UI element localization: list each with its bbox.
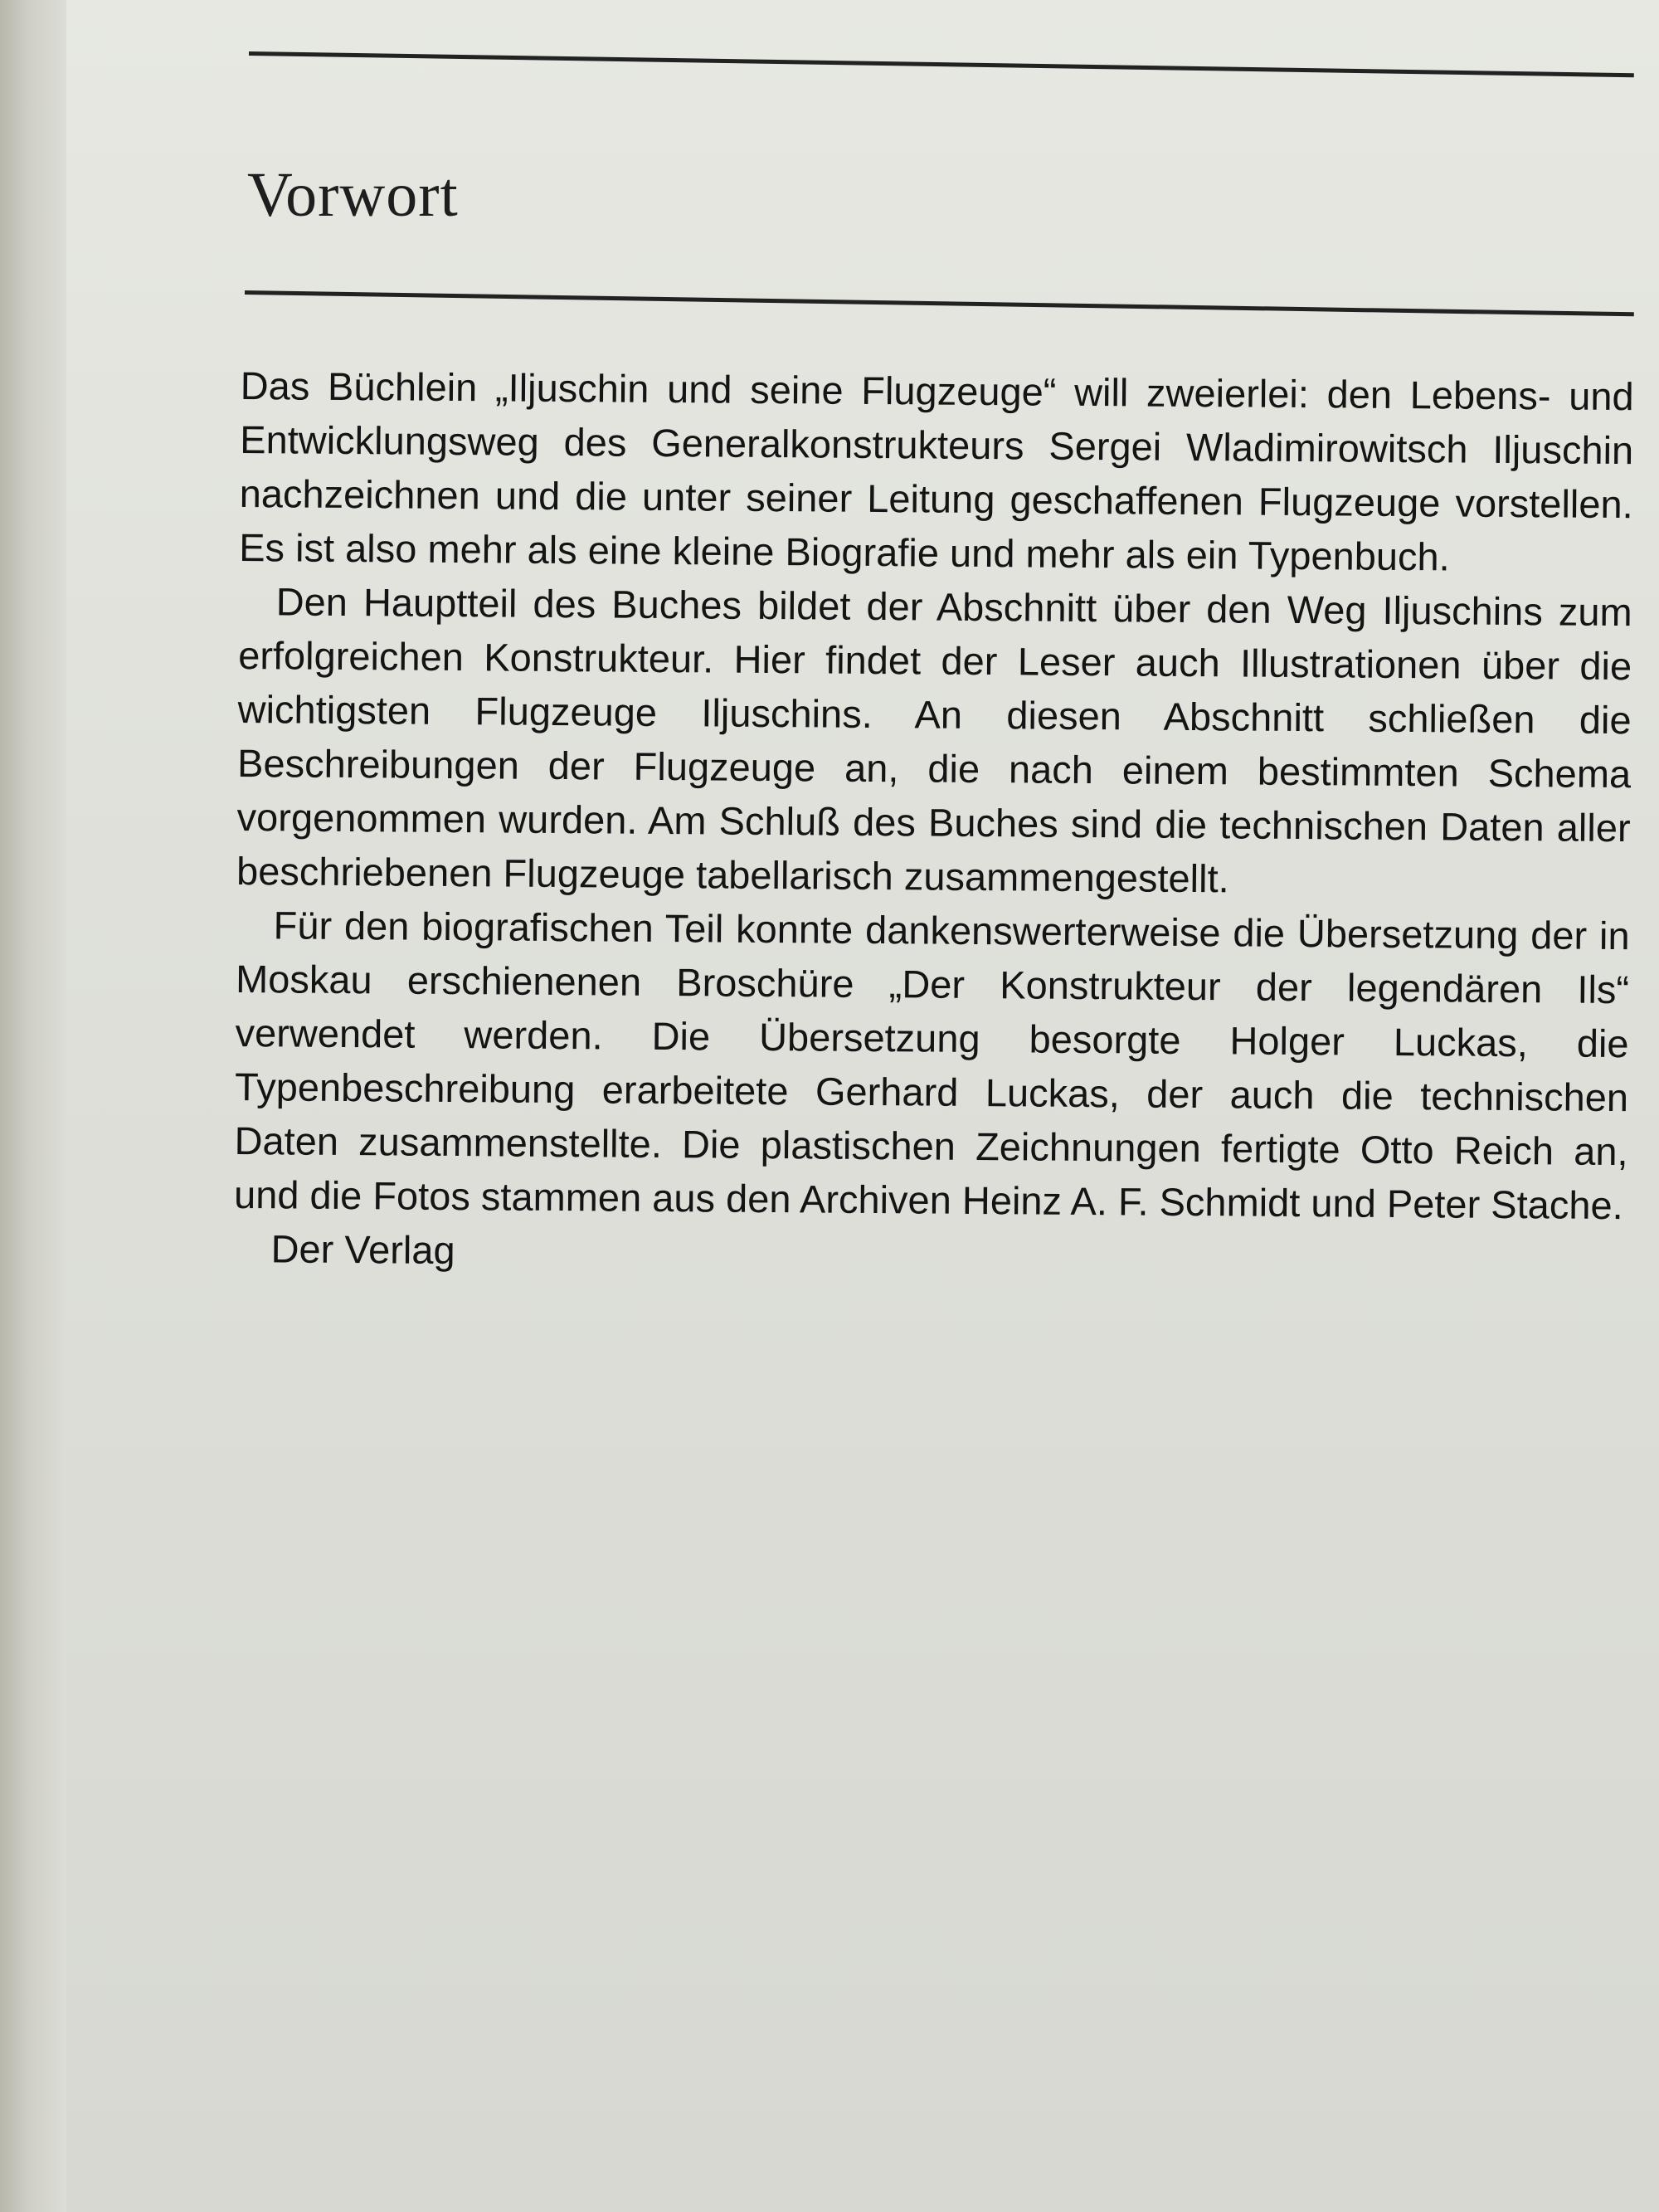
paragraph-1: Das Büchlein „Iljuschin und seine Flugzeuge“ will zweierlei: den Lebens- und Entwicklungsweg des Generalkonstrukteurs Sergei Wladimirowitsch Iljuschin nachzeichnen und die unter seiner Leitung geschaffenen Flugzeuge vorstellen. Es ist also mehr als eine kleine Biografie und mehr als ein Typenbuch. bbox=[239, 363, 1634, 579]
foreword-body bbox=[233, 358, 1634, 1286]
paragraph-3: Für den biografischen Teil konnte dankenswerterweise die Übersetzung der in Moskau erschienenen Broschüre „Der Konstrukteur der legendären Ils“ verwendet werden. Die Übersetzung besorgte Holger Luckas, die Typenbeschreibung erarbeitete Gerhard Luckas, der auch die technischen Daten zusammenstellte. Die plastischen Zeichnungen fertigte Otto Reich an, und die Fotos stammen aus den Archiven Heinz A. F. Schmidt und Peter Stache. bbox=[233, 903, 1630, 1228]
paragraph-2: Den Hauptteil des Buches bildet der Abschnitt über den Weg Iljuschins zum erfolgreichen Konstrukteur. Hier findet der Leser auch Illustrationen über die wichtigsten Flugzeuge Iljuschins. An diesen Abschnitt schließen die Beschreibungen der Flugzeuge an, die nach einem bestimmten Schema vorgenommen wurden. Am Schluß des Buches sind die technischen Daten aller beschriebenen Flugzeuge tabellarisch zusammengestellt. bbox=[236, 579, 1632, 901]
page-heading: Vorwort bbox=[247, 160, 459, 230]
book-gutter bbox=[0, 0, 66, 2212]
signature: Der Verlag bbox=[270, 1226, 455, 1273]
book-page bbox=[66, 0, 1659, 2212]
heading-underline-rule bbox=[245, 290, 1634, 316]
top-rule bbox=[249, 51, 1634, 77]
